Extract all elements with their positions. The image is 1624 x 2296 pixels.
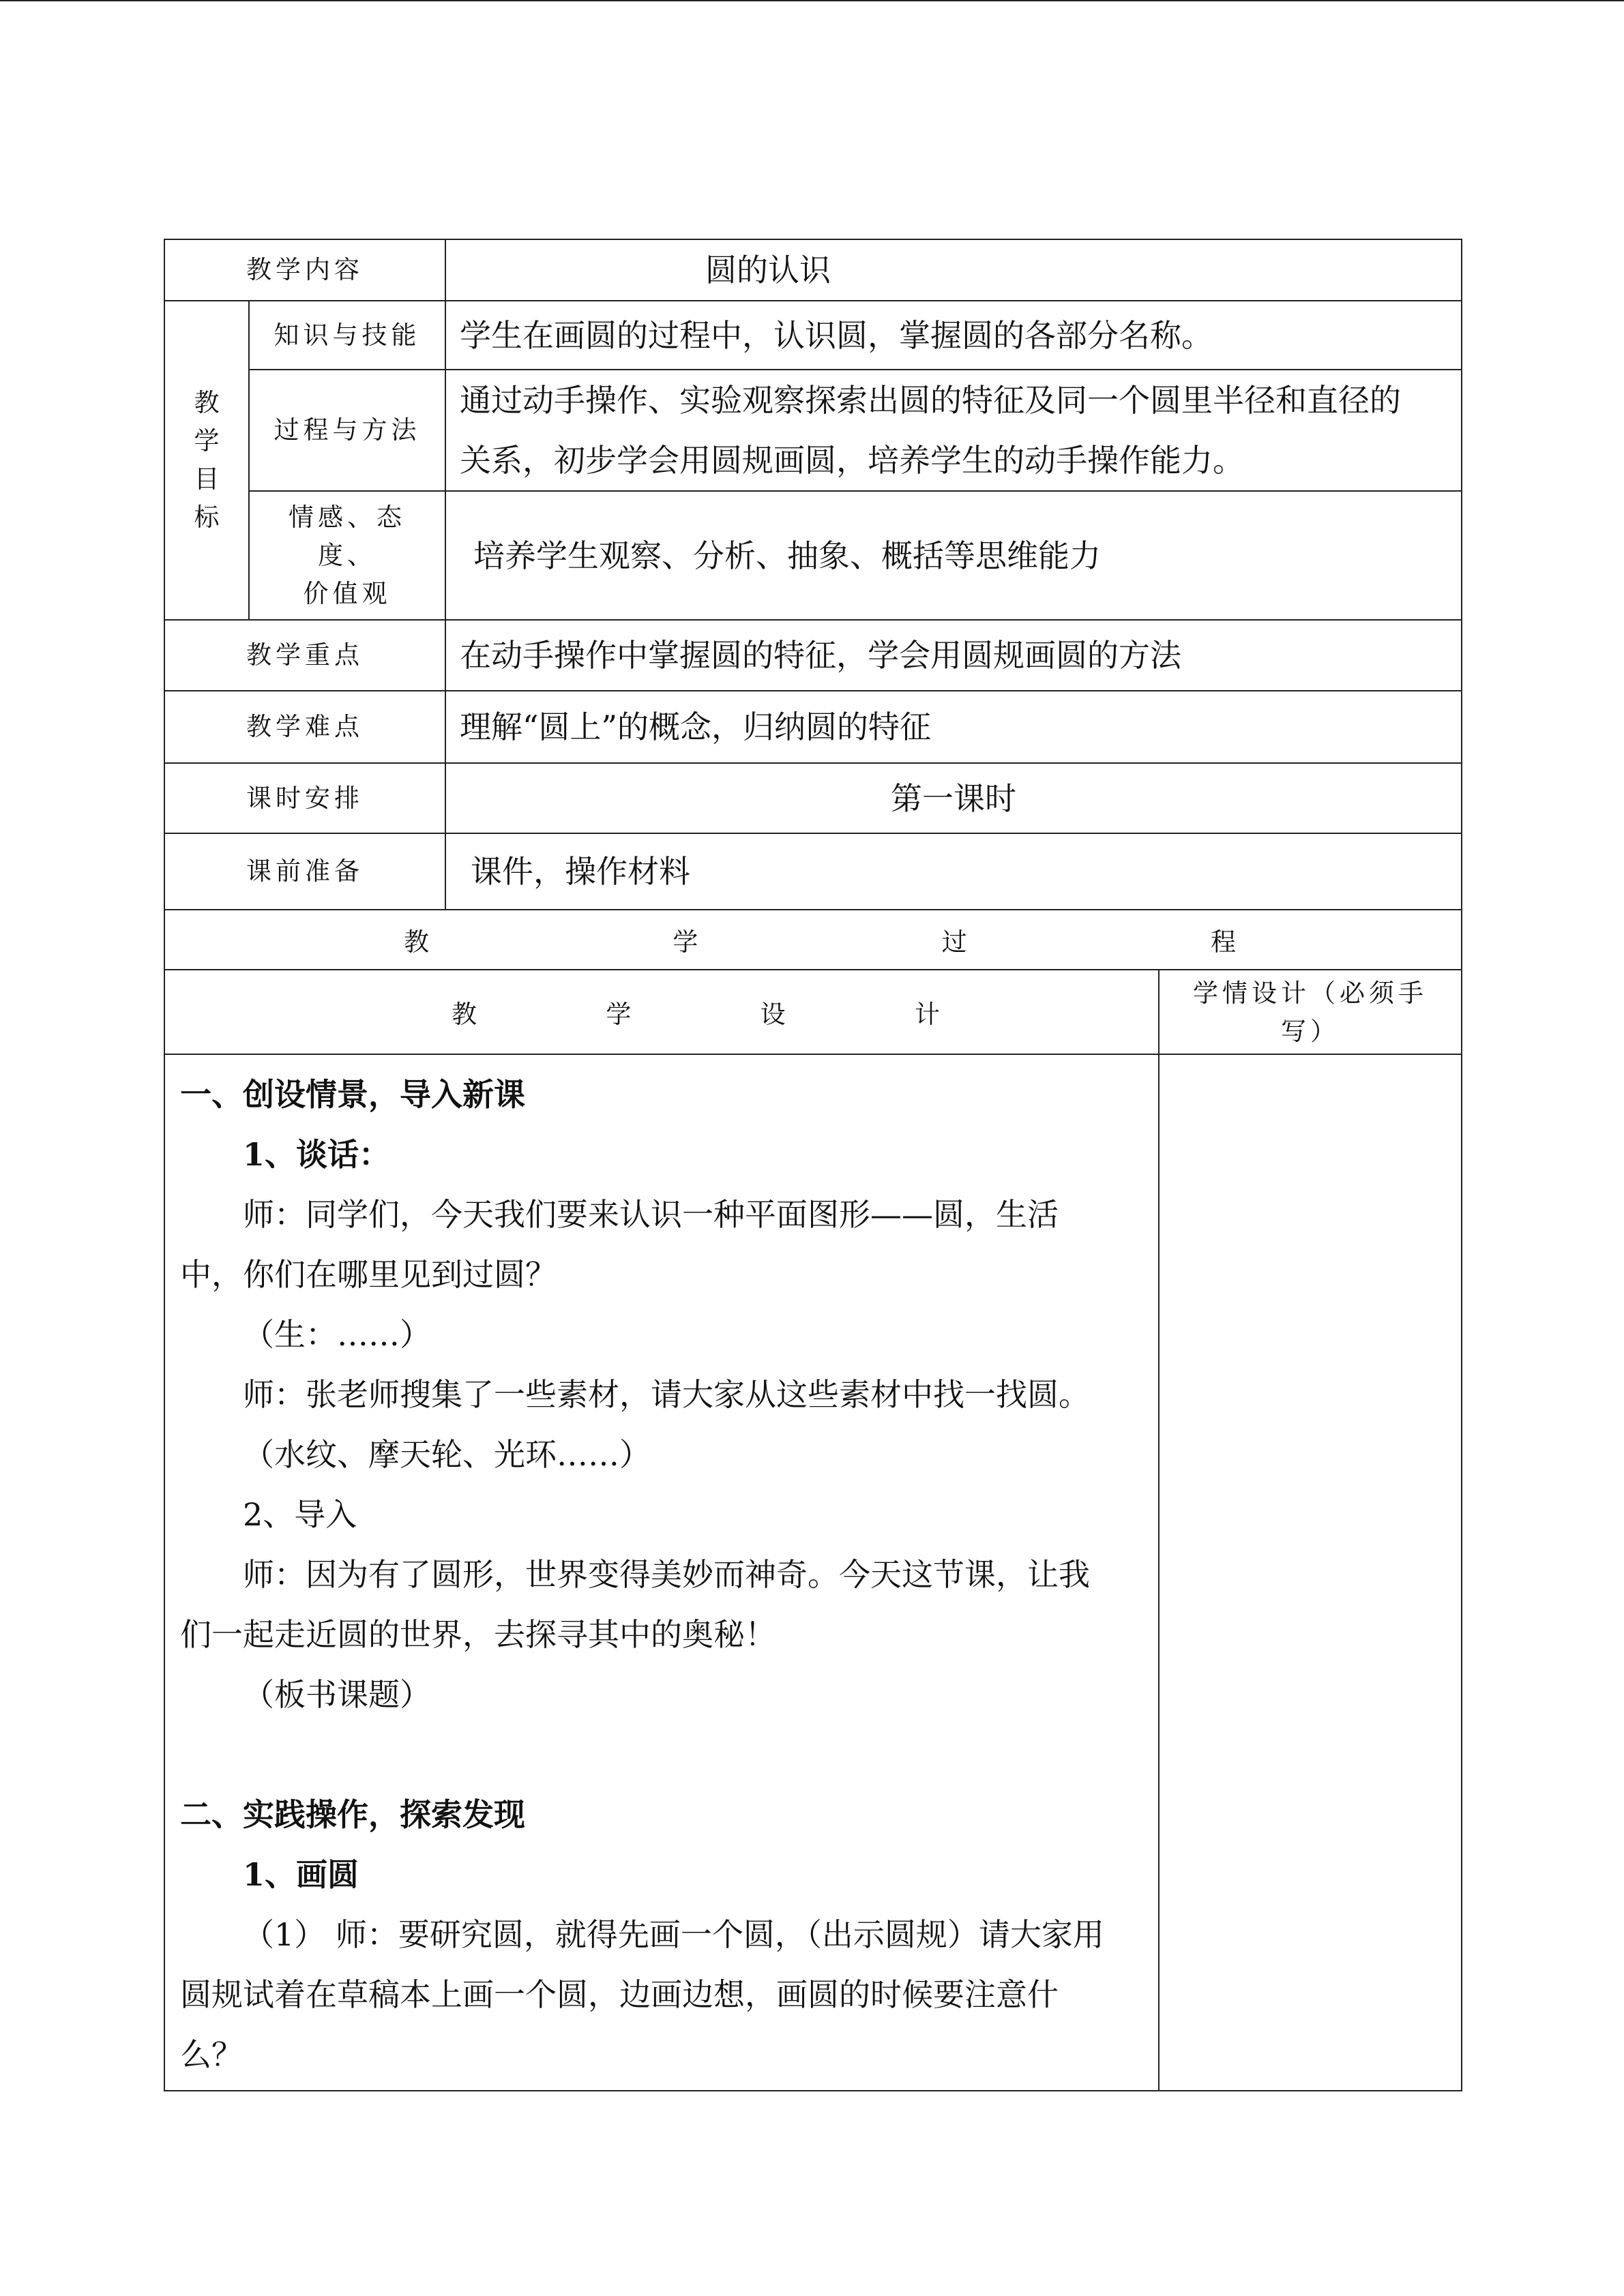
goal-process-value	[445, 370, 1462, 491]
top-border-line	[0, 0, 1624, 1]
preparation-value: 课件，操作材料	[445, 833, 1462, 910]
goal-process-line: 关系，初步学会用圆规画圆，培养学生的动手操作能力。	[460, 442, 1244, 479]
design-header	[164, 970, 1159, 1054]
process-header	[164, 910, 1462, 970]
lesson-plan-table	[164, 239, 1462, 2091]
goals-label-char: 学	[194, 426, 220, 456]
goals-label-char: 教	[194, 388, 220, 417]
row-design-content	[164, 1054, 1462, 2091]
paragraph-line: （水纹、摩天轮、光环……）	[243, 1436, 651, 1473]
student-design-header	[1159, 970, 1462, 1054]
row-key-point	[164, 620, 1462, 691]
schedule-value: 第一课时	[445, 763, 1462, 833]
paragraph-line: 中，你们在哪里见到过圆？	[180, 1256, 557, 1293]
goals-label-char: 目	[194, 464, 220, 494]
process-header-char: 过	[941, 927, 967, 957]
goal-attitude-label-line: 价值观	[303, 578, 392, 608]
key-point-label: 教学重点	[164, 620, 445, 691]
paragraph-line: 师：同学们，今天我们要来认识一种平面图形——圆，生活	[243, 1196, 1059, 1233]
goal-knowledge-label: 知识与技能	[249, 301, 445, 370]
row-goal-attitude	[164, 491, 1462, 620]
paragraph-line: 师：因为有了圆形，世界变得美妙而神奇。今天这节课，让我	[243, 1556, 1090, 1593]
schedule-label: 课时安排	[164, 763, 445, 833]
row-schedule	[164, 763, 1462, 833]
process-header-char: 学	[673, 927, 698, 957]
difficulty-value: 理解“圆上”的概念，归纳圆的特征	[445, 691, 1462, 763]
row-goal-process	[164, 370, 1462, 491]
content-label: 教学内容	[164, 239, 445, 301]
goal-process-line: 通过动手操作、实验观察探索出圆的特征及同一个圆里半径和直径的	[460, 382, 1401, 419]
design-header-char: 设	[760, 1000, 786, 1029]
paragraph-line: 么？	[180, 2036, 243, 2073]
goal-attitude-label-line: 度、	[318, 540, 377, 570]
paragraph-line: （生：……）	[243, 1316, 431, 1353]
student-design-column	[1159, 1054, 1462, 2091]
goal-attitude-label-line: 情感、态	[289, 502, 406, 532]
section-2-title: 二、实践操作，探索发现	[180, 1796, 525, 1833]
blank-line	[180, 1725, 1145, 1785]
difficulty-label: 教学难点	[164, 691, 445, 763]
goals-label	[164, 301, 249, 620]
goal-attitude-label	[249, 491, 445, 620]
content-value: 圆的认识	[445, 239, 1462, 301]
design-body	[164, 1054, 1159, 2091]
student-design-line: 写）	[1281, 1017, 1340, 1046]
paragraph-line: （板书课题）	[243, 1676, 431, 1713]
design-header-char: 学	[606, 1000, 632, 1029]
section-1-title: 一、创设情景，导入新课	[180, 1076, 525, 1113]
key-point-value: 在动手操作中掌握圆的特征，学会用圆规画圆的方法	[445, 620, 1462, 691]
section-1-item-1: 1、谈话：	[243, 1136, 391, 1173]
goal-attitude-value: 培养学生观察、分析、抽象、概括等思维能力	[445, 491, 1462, 620]
section-1-item-2: 2、导入	[243, 1496, 357, 1533]
paragraph-line: 师：张老师搜集了一些素材，请大家从这些素材中找一找圆。	[243, 1376, 1090, 1413]
goals-label-char: 标	[194, 503, 220, 532]
row-teaching-content	[164, 239, 1462, 301]
design-header-char: 计	[914, 1000, 940, 1029]
row-preparation	[164, 833, 1462, 910]
preparation-label: 课前准备	[164, 833, 445, 910]
paragraph-line: （1） 师：要研究圆，就得先画一个圆，（出示圆规）请大家用	[243, 1916, 1104, 1953]
paragraph-line: 们一起走近圆的世界，去探寻其中的奥秘！	[180, 1616, 776, 1653]
process-header-char: 教	[404, 927, 429, 957]
row-difficulty	[164, 691, 1462, 763]
paragraph-line: 圆规试着在草稿本上画一个圆，边画边想，画圆的时候要注意什	[180, 1976, 1059, 2013]
row-goal-knowledge	[164, 301, 1462, 370]
section-2-item-1: 1、画圆	[243, 1856, 359, 1893]
row-design-header	[164, 970, 1462, 1054]
design-header-char: 教	[452, 1000, 477, 1029]
goal-knowledge-value: 学生在画圆的过程中，认识圆，掌握圆的各部分名称。	[445, 301, 1462, 370]
process-header-char: 程	[1210, 927, 1236, 957]
goal-process-label: 过程与方法	[249, 370, 445, 491]
student-design-line: 学情设计（必须手	[1193, 979, 1428, 1008]
row-process-header	[164, 910, 1462, 970]
